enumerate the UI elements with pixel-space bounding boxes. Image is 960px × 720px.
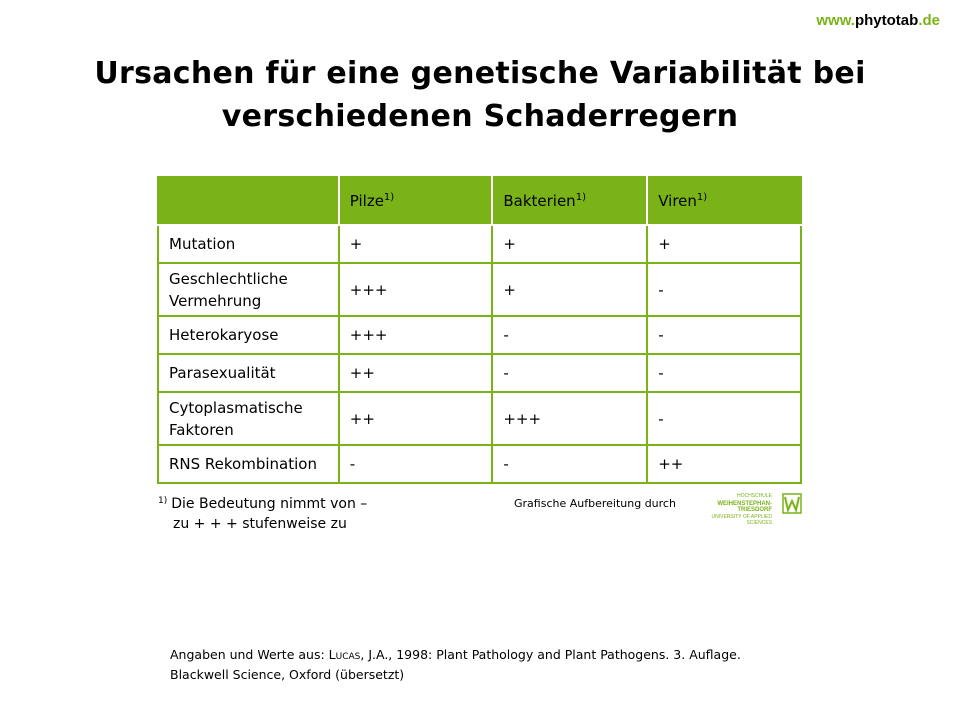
cell-bakterien: +: [492, 263, 647, 316]
cell-viren: -: [647, 316, 801, 354]
university-logo-mark-icon: [782, 493, 802, 514]
row-label: [158, 263, 339, 316]
header-bakterien-footnote: 1): [575, 192, 586, 203]
cell-viren: ++: [647, 445, 801, 483]
cell-pilze: +++: [339, 316, 493, 354]
header-viren-label: Viren: [658, 192, 697, 210]
title-line-1: Ursachen für eine genetische Variabilität bei: [94, 56, 866, 91]
cell-viren: +: [647, 225, 801, 263]
cell-pilze: +++: [339, 263, 493, 316]
source-author: Lucas: [328, 647, 361, 662]
table-header-row: [158, 177, 801, 225]
cell-pilze: -: [339, 445, 493, 483]
table-row: [158, 316, 801, 354]
brand-prefix: www.: [816, 12, 855, 29]
row-label: Mutation: [158, 225, 339, 263]
cell-bakterien: +: [492, 225, 647, 263]
footnote-line-2: zu + + + stufenweise zu: [173, 516, 347, 532]
header-bakterien-label: Bakterien: [503, 192, 576, 210]
cell-bakterien: -: [492, 354, 647, 392]
logo-line-3: UNIVERSITY OF APPLIED SCIENCES: [711, 514, 772, 526]
page-title: [0, 52, 960, 138]
row-label: RNS Rekombination: [158, 445, 339, 483]
header-viren-footnote: 1): [696, 192, 708, 203]
row-label: [158, 392, 339, 445]
header-empty-cell: [158, 177, 339, 225]
cell-bakterien: +++: [492, 392, 647, 445]
brand-name: phytotab: [854, 12, 919, 29]
logo-line-2: WEIHENSTEPHAN-TRIESDORF: [717, 501, 772, 513]
source-citation: [170, 645, 741, 685]
brand-suffix: .de: [918, 12, 940, 29]
source-line-2: Blackwell Science, Oxford (übersetzt): [170, 667, 405, 682]
variability-table: [157, 176, 802, 484]
table-row: [158, 225, 801, 263]
university-logo-text: [686, 493, 772, 526]
row-label-line-1: Cytoplasmatische: [169, 398, 303, 417]
cell-viren: -: [647, 354, 801, 392]
table-row: [158, 263, 801, 316]
row-label-line-1: Geschlechtliche: [169, 269, 288, 288]
table-footnote: [158, 494, 367, 534]
university-logo: [686, 493, 802, 526]
cell-viren: -: [647, 263, 801, 316]
source-prefix: Angaben und Werte aus:: [170, 647, 329, 662]
cell-bakterien: -: [492, 316, 647, 354]
logo-line-1: HOCHSCHULE: [736, 493, 772, 499]
header-pilze-footnote: 1): [383, 192, 395, 203]
cell-pilze: +: [339, 225, 493, 263]
cell-viren: -: [647, 392, 801, 445]
header-pilze: [339, 177, 493, 225]
table-row: [158, 445, 801, 483]
cell-bakterien: -: [492, 445, 647, 483]
row-label: Heterokaryose: [158, 316, 339, 354]
graphic-credit: Grafische Aufbereitung durch: [514, 497, 676, 510]
table-row: [158, 354, 801, 392]
row-label-line-2: Vermehrung: [169, 291, 262, 310]
footnote-line-1: Die Bedeutung nimmt von –: [171, 496, 368, 512]
footnote-mark: 1): [158, 496, 168, 506]
header-viren: [647, 177, 801, 225]
cell-pilze: ++: [339, 392, 493, 445]
source-rest: , J.A., 1998: Plant Pathology and Plant Pathogens. 3. Auflage.: [360, 647, 741, 662]
header-bakterien: [492, 177, 647, 225]
title-line-2: verschiedenen Schaderregern: [221, 99, 739, 134]
header-pilze-label: Pilze: [349, 192, 384, 210]
table-row: [158, 392, 801, 445]
website-brand[interactable]: [816, 12, 940, 29]
row-label-line-2: Faktoren: [169, 420, 234, 439]
cell-pilze: ++: [339, 354, 493, 392]
row-label: Parasexualität: [158, 354, 339, 392]
